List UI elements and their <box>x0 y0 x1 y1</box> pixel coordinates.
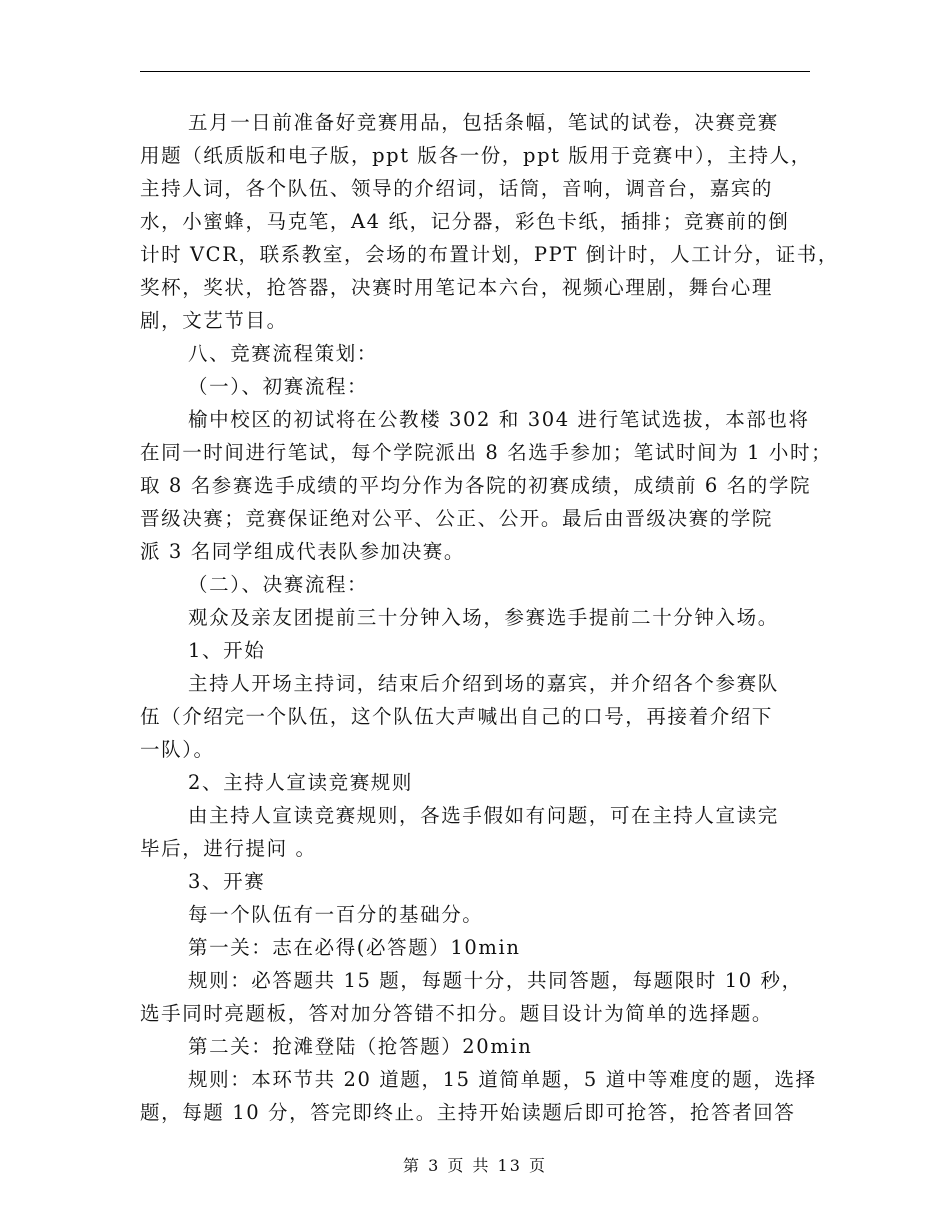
step-heading: 1、开始 <box>188 639 266 662</box>
round-heading: 第二关：抢滩登陆（抢答题）20min <box>188 1035 533 1058</box>
text-line: 一队）。 <box>140 738 215 761</box>
text-line: 晋级决赛；竞赛保证绝对公平、公正、公开。最后由晋级决赛的学院 <box>140 507 774 530</box>
text-line: 榆中校区的初试将在公教楼 302 和 304 进行笔试选拔，本部也将 <box>188 408 810 431</box>
text-line: 剧，文艺节目。 <box>140 309 288 332</box>
text-line: 奖杯，奖状，抢答器，决赛时用笔记本六台，视频心理剧，舞台心理 <box>140 276 774 299</box>
text-line: 派 3 名同学组成代表队参加决赛。 <box>140 540 466 563</box>
text-line: 五月一日前准备好竞赛用品，包括条幅，笔试的试卷，决赛竞赛 <box>188 111 779 134</box>
document-body <box>140 106 839 1129</box>
step-heading: 3、开赛 <box>188 870 266 893</box>
text-line: 毕后，进行提问 。 <box>140 837 317 860</box>
text-line: 规则：本环节共 20 道题，15 道简单题，5 道中等难度的题，选择 <box>188 1068 817 1091</box>
text-line: 主持人开场主持词，结束后介绍到场的嘉宾，并介绍各个参赛队 <box>188 672 779 695</box>
text-line: 每一个队伍有一百分的基础分。 <box>188 903 484 926</box>
text-line: 题，每题 10 分，答完即终止。主持开始读题后即可抢答，抢答者回答 <box>140 1101 796 1124</box>
subsection-heading: （一）、初赛流程： <box>188 375 369 398</box>
text-line: 选手同时亮题板，答对加分答错不扣分。题目设计为简单的选择题。 <box>140 1002 774 1025</box>
round-heading: 第一关：志在必得(必答题）10min <box>188 936 521 959</box>
text-line: 在同一时间进行笔试，每个学院派出 8 名选手参加；笔试时间为 1 小时； <box>140 441 833 464</box>
subsection-heading: （二）、决赛流程： <box>188 573 369 596</box>
text-line: 由主持人宣读竞赛规则，各选手假如有问题，可在主持人宣读完 <box>188 804 779 827</box>
text-line: 主持人词，各个队伍、领导的介绍词，话筒，音响，调音台，嘉宾的 <box>140 177 774 200</box>
text-line: 伍（介绍完一个队伍，这个队伍大声喊出自己的口号，再接着介绍下 <box>140 705 774 728</box>
text-line: 规则：必答题共 15 题，每题十分，共同答题，每题限时 10 秒， <box>188 969 803 992</box>
header-rule <box>140 71 810 72</box>
text-line: 观众及亲友团提前三十分钟入场，参赛选手提前二十分钟入场。 <box>188 606 779 629</box>
section-heading: 八、竞赛流程策划： <box>188 342 378 365</box>
step-heading: 2、主持人宣读竞赛规则 <box>188 771 414 794</box>
text-line: 用题（纸质版和电子版，ppt 版各一份，ppt 版用于竞赛中），主持人， <box>140 144 812 167</box>
text-line: 水，小蜜蜂，马克笔，A4 纸，记分器，彩色卡纸，插排；竞赛前的倒 <box>140 210 790 233</box>
text-line: 取 8 名参赛选手成绩的平均分作为各院的初赛成绩，成绩前 6 名的学院 <box>140 474 812 497</box>
page-number-footer: 第 3 页 共 13 页 <box>403 1156 547 1175</box>
text-line: 计时 VCR，联系教室，会场的布置计划，PPT 倒计时，人工计分，证书， <box>140 243 839 266</box>
